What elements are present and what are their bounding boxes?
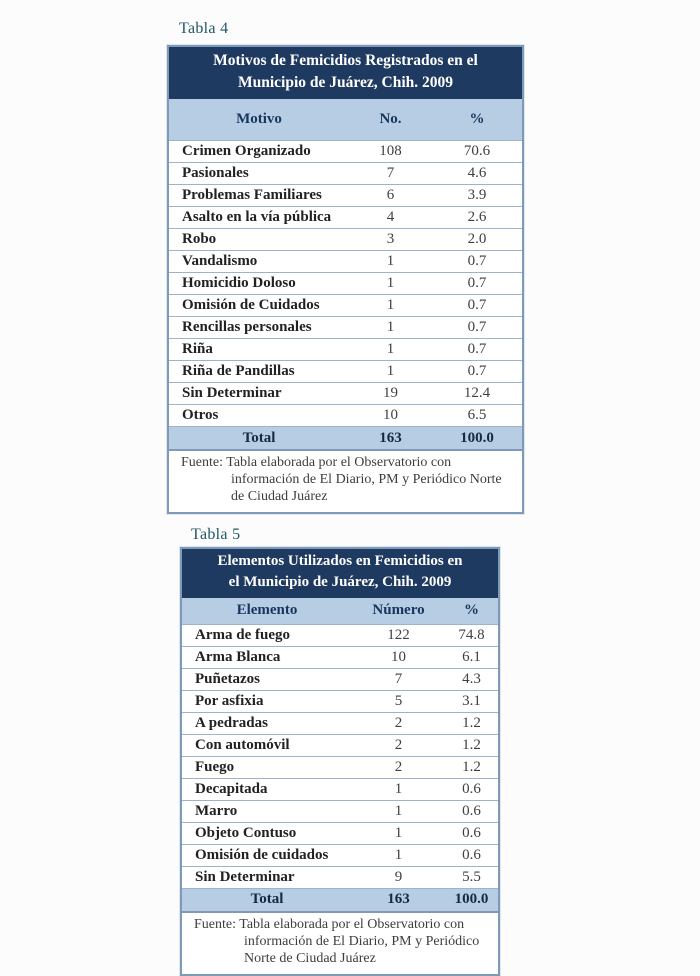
cell-percent: 6.5 (467, 407, 487, 423)
cell-percent: 0.7 (467, 297, 487, 313)
table-row (182, 646, 498, 668)
cell-count: 1 (394, 824, 403, 841)
cell-count: 122 (387, 626, 410, 643)
cell-count: 7 (394, 670, 403, 687)
table-row (169, 228, 522, 250)
cell-percent: 5.5 (462, 868, 481, 885)
cell-count: 6 (386, 187, 395, 203)
cell-count: 1 (394, 846, 403, 863)
column-header-elemento: Elemento (236, 602, 298, 619)
table-row (169, 162, 522, 184)
cell-count: 1 (386, 319, 395, 335)
cell-label: Otros (182, 407, 219, 423)
cell-label: Objeto Contuso (195, 824, 297, 841)
cell-label: Sin Determinar (182, 385, 282, 401)
table4-title (169, 47, 522, 99)
cell-count: 5 (394, 692, 403, 709)
table4-body (169, 140, 522, 426)
cell-percent: 4.3 (462, 670, 481, 687)
cell-percent: 0.6 (462, 846, 481, 863)
cell-label: Arma Blanca (195, 648, 281, 665)
table4-column-header-row (169, 99, 522, 140)
cell-count: 2 (394, 758, 403, 775)
source-line: Fuente: Tabla elaborada por el Observatorio con (181, 455, 452, 470)
cell-percent: 0.6 (462, 780, 481, 797)
total-percent: 100.0 (460, 429, 494, 446)
table5-title-line1: Elementos Utilizados en Femicidios en (217, 553, 463, 569)
cell-percent: 70.6 (463, 143, 491, 159)
cell-label: Omisión de cuidados (195, 846, 329, 863)
cell-count: 1 (386, 253, 395, 269)
total-label: Total (242, 429, 276, 446)
cell-percent: 3.9 (467, 187, 487, 203)
cell-percent: 4.6 (467, 165, 487, 181)
cell-percent: 0.7 (467, 341, 487, 357)
column-header-no: No. (379, 111, 402, 127)
table-row (169, 250, 522, 272)
cell-label: Homicidio Doloso (182, 275, 296, 291)
cell-percent: 1.2 (462, 758, 481, 775)
cell-label: Riña de Pandillas (182, 363, 295, 379)
table5-title (182, 549, 498, 598)
table4-total-row (169, 426, 522, 449)
table-row (169, 338, 522, 360)
table5-caption: Tabla 5 (191, 526, 241, 543)
cell-count: 2 (394, 736, 403, 753)
table5-title-line2: el Municipio de Juárez, Chih. 2009 (228, 574, 452, 591)
cell-count: 1 (386, 341, 395, 357)
table5-source-note (182, 911, 498, 974)
cell-count: 19 (383, 385, 398, 401)
table-row (182, 624, 498, 646)
table-row (169, 206, 522, 228)
table4-caption: Tabla 4 (179, 20, 229, 37)
cell-percent: 3.1 (462, 692, 481, 709)
source-line: información de El Diario, PM y Periódico Norte (231, 472, 502, 488)
table-row (169, 140, 522, 162)
table-row (182, 690, 498, 712)
table-row (182, 756, 498, 778)
total-label: Total (250, 891, 284, 908)
table-row (182, 822, 498, 844)
cell-percent: 2.0 (467, 231, 487, 247)
cell-label: Fuego (195, 758, 235, 775)
cell-label: Arma de fuego (195, 626, 290, 643)
cell-label: A pedradas (195, 714, 268, 731)
cell-label: Sin Determinar (195, 868, 295, 885)
cell-percent: 74.8 (458, 626, 485, 643)
cell-percent: 0.6 (462, 824, 481, 841)
table-row (169, 272, 522, 294)
table-row (169, 184, 522, 206)
cell-count: 1 (394, 780, 403, 797)
table-row (182, 668, 498, 690)
cell-percent: 1.2 (462, 714, 481, 731)
table5-body (182, 624, 498, 888)
cell-label: Riña (182, 341, 213, 357)
cell-percent: 6.1 (462, 648, 481, 665)
cell-label: Con automóvil (195, 736, 290, 753)
cell-label: Vandalismo (182, 253, 258, 269)
cell-count: 108 (379, 143, 402, 159)
table-row (169, 316, 522, 338)
source-line: información de El Diario, PM y Periódico (244, 933, 480, 949)
source-line: Norte de Ciudad Juárez (244, 950, 376, 966)
cell-label: Crimen Organizado (182, 143, 311, 159)
table5-column-header-row (182, 598, 498, 624)
table4-title-line1: Motivos de Femicidios Registrados en el (213, 52, 478, 69)
total-percent: 100.0 (454, 891, 489, 908)
table-row (182, 866, 498, 888)
cell-label: Problemas Familiares (182, 187, 322, 203)
cell-percent: 1.2 (462, 736, 481, 753)
cell-label: Marro (195, 802, 238, 819)
cell-count: 1 (386, 297, 395, 313)
total-count: 163 (387, 891, 410, 908)
table4-motivos-femicidios (167, 45, 524, 514)
table-row (182, 712, 498, 734)
cell-count: 3 (386, 231, 395, 247)
cell-label: Omisión de Cuidados (182, 297, 320, 313)
cell-percent: 0.6 (462, 802, 481, 819)
cell-label: Por asfixia (195, 692, 264, 709)
cell-label: Decapitada (195, 780, 268, 797)
table-row (182, 778, 498, 800)
cell-count: 2 (394, 714, 403, 731)
cell-count: 10 (391, 648, 406, 665)
cell-count: 10 (383, 407, 398, 423)
total-count: 163 (379, 429, 402, 446)
table4-source-note (169, 449, 522, 512)
table-row (169, 360, 522, 382)
table5-total-row (182, 888, 498, 911)
cell-percent: 0.7 (467, 363, 487, 379)
cell-label: Puñetazos (195, 670, 260, 687)
cell-count: 1 (386, 363, 395, 379)
cell-percent: 0.7 (467, 319, 487, 335)
cell-label: Robo (182, 231, 217, 247)
cell-count: 7 (386, 165, 395, 181)
table-row (182, 844, 498, 866)
source-line: de Ciudad Juárez (231, 489, 328, 505)
cell-count: 1 (386, 275, 395, 291)
cell-label: Pasionales (182, 165, 249, 181)
cell-label: Asalto en la vía pública (182, 209, 332, 225)
cell-percent: 0.7 (467, 275, 487, 291)
table4-title-line2: Municipio de Juárez, Chih. 2009 (237, 74, 453, 91)
cell-percent: 2.6 (467, 209, 487, 225)
column-header-percent: % (469, 111, 485, 127)
table-row (169, 404, 522, 426)
cell-percent: 12.4 (463, 385, 491, 401)
table-row (182, 734, 498, 756)
cell-label: Rencillas personales (182, 319, 312, 335)
table5-elementos-femicidios (180, 547, 500, 976)
table-row (169, 294, 522, 316)
cell-count: 1 (394, 802, 403, 819)
table-row (182, 800, 498, 822)
column-header-percent: % (464, 602, 479, 619)
cell-count: 4 (386, 209, 395, 225)
column-header-numero: Número (372, 602, 425, 619)
cell-count: 9 (394, 868, 403, 885)
table-row (169, 382, 522, 404)
cell-percent: 0.7 (467, 253, 487, 269)
source-line: Fuente: Tabla elaborada por el Observatorio con (194, 916, 465, 932)
column-header-motivo: Motivo (236, 111, 282, 127)
